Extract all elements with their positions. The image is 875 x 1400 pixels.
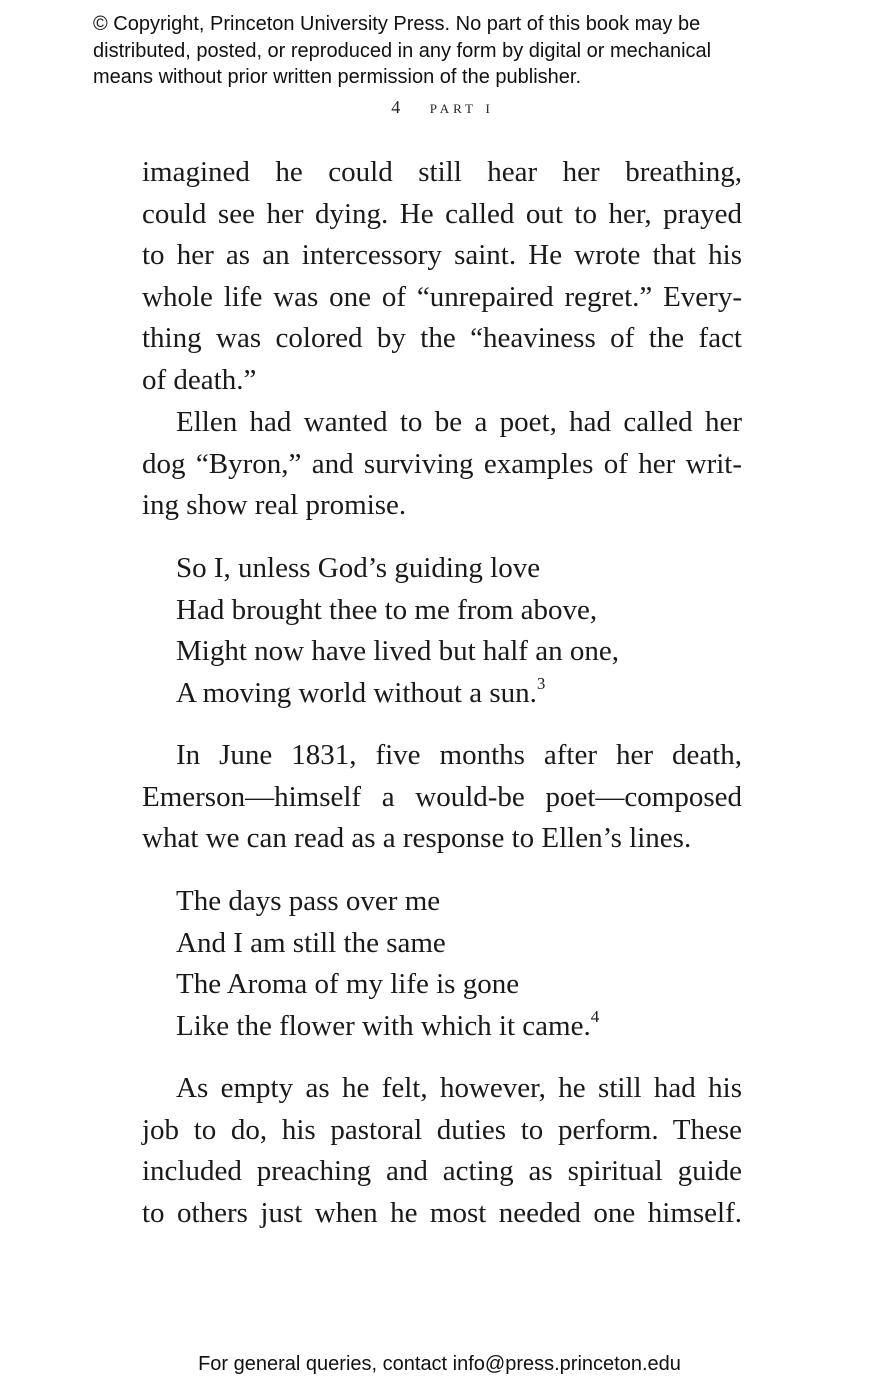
text-line: Emerson—himself a would-be poet—composed: [142, 780, 742, 813]
paragraph-2: [142, 402, 742, 527]
text-line: to others just when he most needed one himself.: [142, 1196, 742, 1229]
verse-line: The days pass over me: [176, 885, 441, 917]
page-number: 4: [391, 97, 401, 117]
verse-line: The Aroma of my life is gone: [176, 968, 520, 1001]
running-head: [0, 97, 875, 118]
verse-line-text: Like the flower with which it came.: [176, 1009, 591, 1042]
verse-line: So I, unless God’s guiding love: [176, 552, 541, 584]
text-line: included preaching and acting as spiritual guide: [142, 1155, 742, 1188]
part-label: part i: [429, 97, 494, 117]
verse-block-1: [142, 548, 742, 714]
verse-line-last: [142, 1006, 742, 1048]
text-line: thing was colored by the “heaviness of the fact: [142, 322, 742, 355]
text-line: As empty as he felt, however, he still had his: [176, 1072, 742, 1104]
verse-line: Had brought thee to me from above,: [176, 593, 598, 626]
footnote-marker-3[interactable]: 3: [536, 674, 546, 694]
text-line: of death.”: [142, 363, 257, 396]
text-line: could see her dying. He called out to her, prayed: [142, 197, 742, 230]
text-line: Ellen had wanted to be a poet, had called her: [176, 406, 742, 438]
text-line: In June 1831, five months after her death,: [176, 739, 742, 771]
verse-line: And I am still the same: [176, 926, 446, 959]
copyright-line: © Copyright, Princeton University Press. No part of this book may be: [93, 13, 701, 35]
copyright-line: distributed, posted, or reproduced in any form by digital or mechanical: [93, 39, 712, 62]
footnote-marker-4[interactable]: 4: [590, 1007, 600, 1027]
contact-footer: [0, 1353, 875, 1376]
verse-block-2: [142, 881, 742, 1047]
paragraph-4: [142, 1068, 742, 1234]
text-line: dog “Byron,” and surviving examples of her writ-: [142, 447, 742, 480]
text-line: job to do, his pastoral duties to perform. These: [142, 1113, 742, 1146]
paragraph-1: [142, 152, 742, 402]
text-line: to her as an intercessory saint. He wrote that his: [142, 239, 742, 272]
contact-text: For general queries, contact info@press.princeton.edu: [198, 1353, 681, 1375]
copyright-line: means without prior written permission of the publisher.: [93, 66, 582, 88]
text-line: whole life was one of “unrepaired regret.” Every-: [142, 280, 742, 313]
verse-line: Might now have lived but half an one,: [176, 635, 619, 668]
text-line: what we can read as a response to Ellen’s lines.: [142, 822, 692, 855]
copyright-notice: [93, 11, 813, 91]
text-line: ing show real promise.: [142, 489, 407, 522]
text-line: imagined he could still hear her breathing,: [142, 156, 742, 188]
verse-line-text: A moving world without a sun.: [176, 676, 537, 709]
paragraph-3: [142, 735, 742, 860]
verse-line-last: [142, 673, 742, 715]
